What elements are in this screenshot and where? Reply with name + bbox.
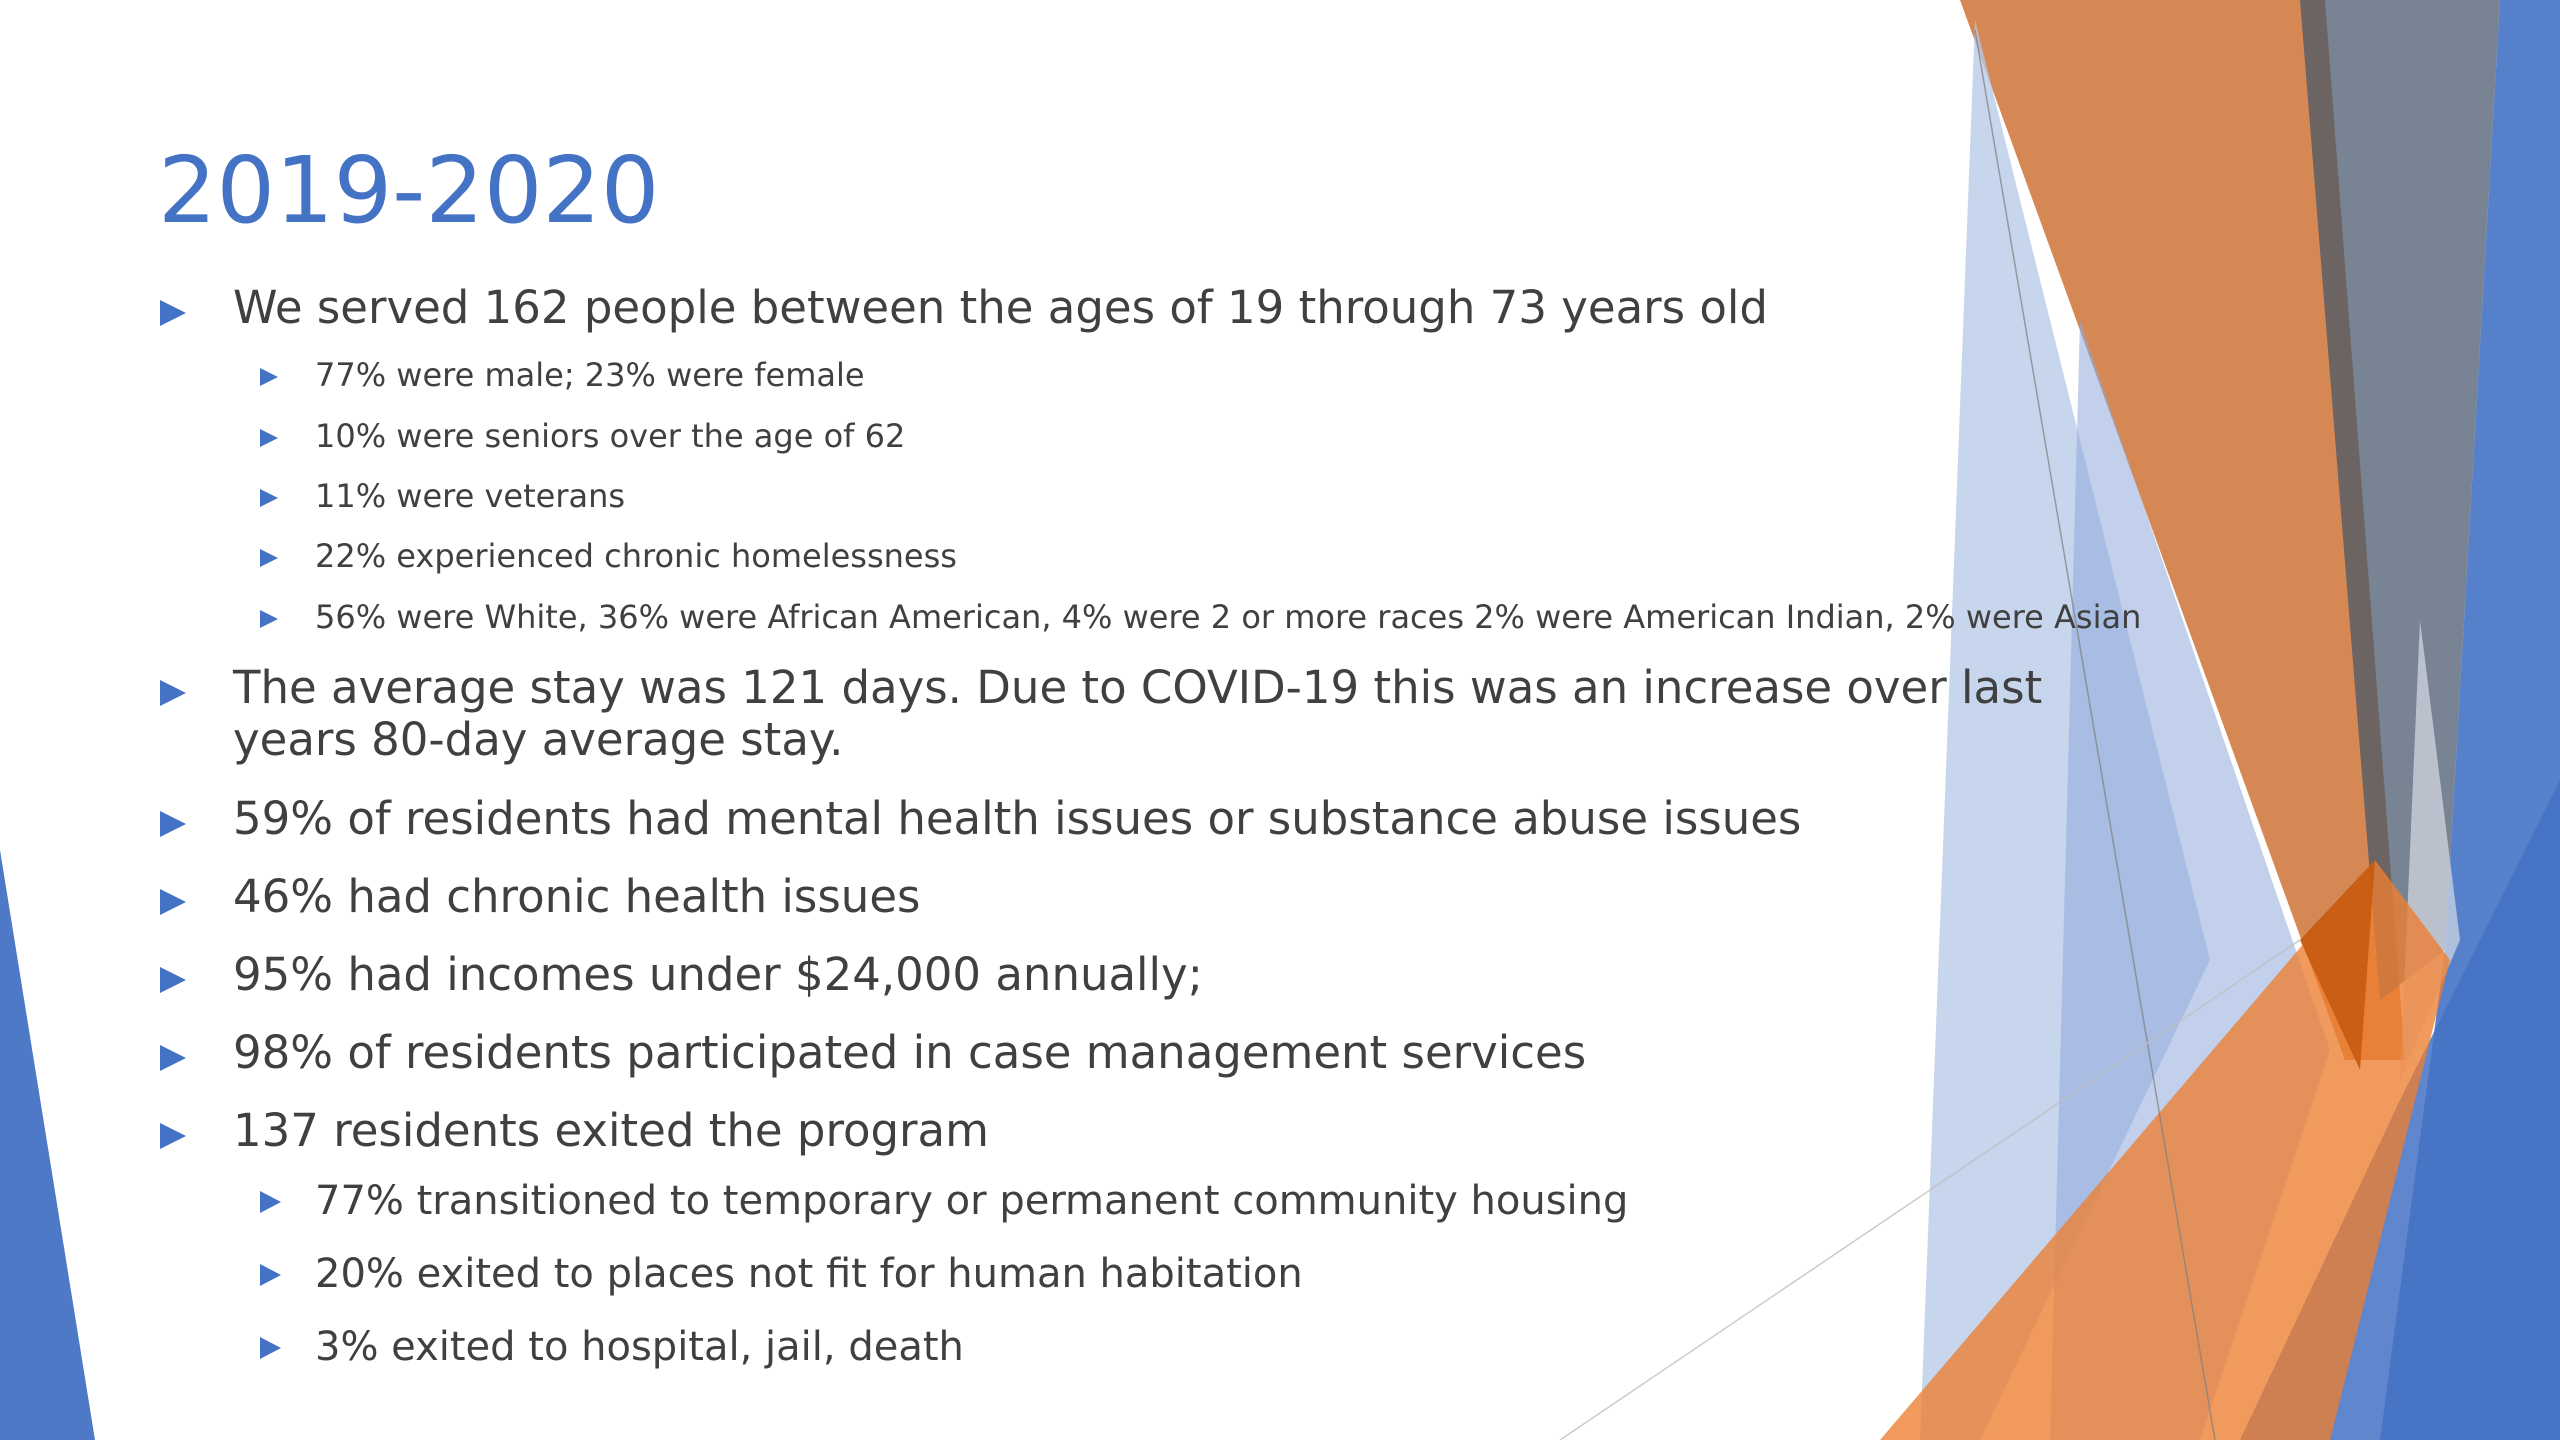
bullet-chronic-health [160, 871, 1960, 923]
sub-bullet-text: 10% were seniors over the age of 62 [315, 416, 906, 455]
bullet-text: 59% of residents had mental health issues or substance abuse issues [233, 791, 1802, 845]
bullet-text: We served 162 people between the ages of 19 through 73 years old [233, 281, 1768, 334]
bullet-arrow-icon [260, 1337, 281, 1359]
bullet-arrow-icon [260, 429, 278, 447]
bullet-arrow-icon [260, 549, 278, 567]
bullet-arrow-icon [160, 967, 186, 993]
bullet-arrow-icon [160, 300, 186, 326]
sub-bullet-text: 11% were veterans [315, 476, 626, 515]
sub-bullet-text: 56% were White, 36% were African American, 4% were 2 or more races 2% were American Indian, 2% were Asian [315, 597, 2142, 636]
bullet-arrow-icon [260, 368, 278, 386]
sub-bullet-hospital [160, 1323, 1960, 1371]
bullet-arrow-icon [160, 1123, 186, 1149]
bullet-text: 95% had incomes under $24,000 annually; [233, 947, 1203, 1001]
slide-title: 2019-2020 [158, 137, 660, 244]
bullet-text: 137 residents exited the program [233, 1104, 989, 1158]
sub-bullet-text: 3% exited to hospital, jail, death [315, 1324, 964, 1371]
sub-bullet-race [160, 597, 2142, 636]
bullet-arrow-icon [160, 811, 186, 837]
sub-bullet-text: 77% transitioned to temporary or permanent community housing [315, 1178, 1629, 1225]
sub-bullet-not-fit [160, 1250, 1960, 1298]
bullet-arrow-icon [160, 1045, 186, 1071]
sub-bullet-gender [160, 356, 1960, 394]
bullet-exited [160, 1105, 1960, 1157]
sub-bullet-chronic [160, 537, 1960, 575]
bullet-list [160, 281, 2142, 1396]
bullet-incomes [160, 949, 1960, 1001]
bullet-arrow-icon [260, 1264, 281, 1286]
sub-bullet-text: 22% experienced chronic homelessness [315, 537, 957, 576]
sub-bullet-veterans [160, 477, 1960, 515]
sub-bullet-housing [160, 1177, 1960, 1225]
sub-bullet-text: 20% exited to places not fit for human habitation [315, 1251, 1303, 1298]
bullet-text: 46% had chronic health issues [233, 869, 921, 923]
bullet-text: 98% of residents participated in case management services [233, 1026, 1587, 1080]
left-blue-shape [0, 850, 95, 1440]
bullet-arrow-icon [260, 489, 278, 507]
bullet-text: The average stay was 121 days. Due to COVID-19 this was an increase over last years 80-day average stay. [233, 661, 2043, 767]
sub-bullet-seniors [160, 417, 1960, 455]
bullet-arrow-icon [260, 610, 278, 628]
bullet-arrow-icon [260, 1191, 281, 1213]
bullet-served [160, 282, 1960, 334]
sub-bullet-text: 77% were male; 23% were female [315, 356, 865, 395]
bullet-arrow-icon [160, 680, 186, 706]
bullet-mental-health [160, 793, 1960, 845]
bullet-average-stay [160, 662, 2113, 766]
bullet-case-management [160, 1027, 1960, 1079]
bullet-arrow-icon [160, 889, 186, 915]
